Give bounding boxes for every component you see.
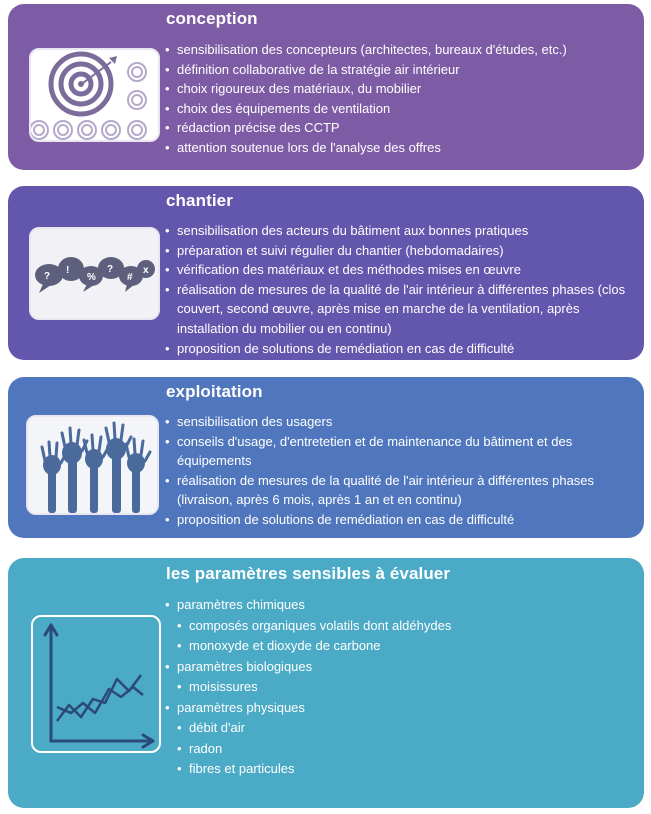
list-item: • fibres et particules [164, 759, 636, 780]
svg-text:#: # [127, 272, 133, 283]
svg-text:%: % [87, 272, 96, 283]
list-item: • réalisation de mesures de la qualité de l'air intérieur à différentes phases (livraison, après 6 mois, après 1 an et en continu) [164, 471, 636, 510]
section-exploitation [8, 377, 644, 538]
list-item: • paramètres chimiques [164, 595, 636, 616]
section-title: chantier [166, 191, 233, 210]
svg-text:?: ? [44, 271, 51, 282]
raised-hands-icon [26, 415, 159, 515]
speech-bubbles-icon [29, 227, 160, 320]
list-item: • moisissures [164, 677, 636, 698]
svg-text:!: ! [66, 265, 70, 276]
list-item: • paramètres biologiques [164, 657, 636, 678]
item-list [164, 40, 636, 158]
section-title: conception [166, 9, 258, 28]
list-item: • réalisation de mesures de la qualité de l'air intérieur à différentes phases (clos couvert, second œuvre, après mise en marche de la ventilation, après installation du mobilier ou en continu) [164, 280, 636, 339]
list-item: • composés organiques volatils dont aldéhydes [164, 616, 636, 637]
list-item: • monoxyde et dioxyde de carbone [164, 636, 636, 657]
section-title: les paramètres sensibles à évaluer [166, 564, 451, 583]
list-item: • débit d'air [164, 718, 636, 739]
line-graph-icon [31, 615, 161, 753]
list-item: • choix des équipements de ventilation [164, 99, 636, 119]
list-item: • proposition de solutions de remédiation en cas de difficulté [164, 339, 636, 359]
list-item: • vérification des matériaux et des méthodes mises en œuvre [164, 260, 636, 280]
section-chantier [8, 186, 644, 360]
list-item: • choix rigoureux des matériaux, du mobilier [164, 79, 636, 99]
list-item: • proposition de solutions de remédiation en cas de difficulté [164, 510, 636, 530]
list-item: • paramètres physiques [164, 698, 636, 719]
target-icon [29, 48, 160, 142]
list-item: • sensibilisation des usagers [164, 412, 636, 432]
item-list [164, 221, 636, 358]
list-item: • sensibilisation des acteurs du bâtiment aux bonnes pratiques [164, 221, 636, 241]
list-item: • conseils d'usage, d'entretetien et de maintenance du bâtiment et des équipements [164, 432, 636, 471]
list-item: • radon [164, 739, 636, 760]
item-list [164, 412, 636, 530]
section-conception [8, 4, 644, 170]
svg-text:?: ? [107, 264, 114, 275]
section-title: exploitation [166, 382, 263, 401]
svg-text:x: x [143, 265, 149, 276]
section-parametres [8, 558, 644, 808]
list-item: • sensibilisation des concepteurs (architectes, bureaux d'études, etc.) [164, 40, 636, 60]
list-item: • rédaction précise des CCTP [164, 118, 636, 138]
item-list [164, 595, 636, 780]
list-item: • définition collaborative de la stratégie air intérieur [164, 60, 636, 80]
list-item: • préparation et suivi régulier du chantier (hebdomadaires) [164, 241, 636, 261]
list-item: • attention soutenue lors de l'analyse des offres [164, 138, 636, 158]
